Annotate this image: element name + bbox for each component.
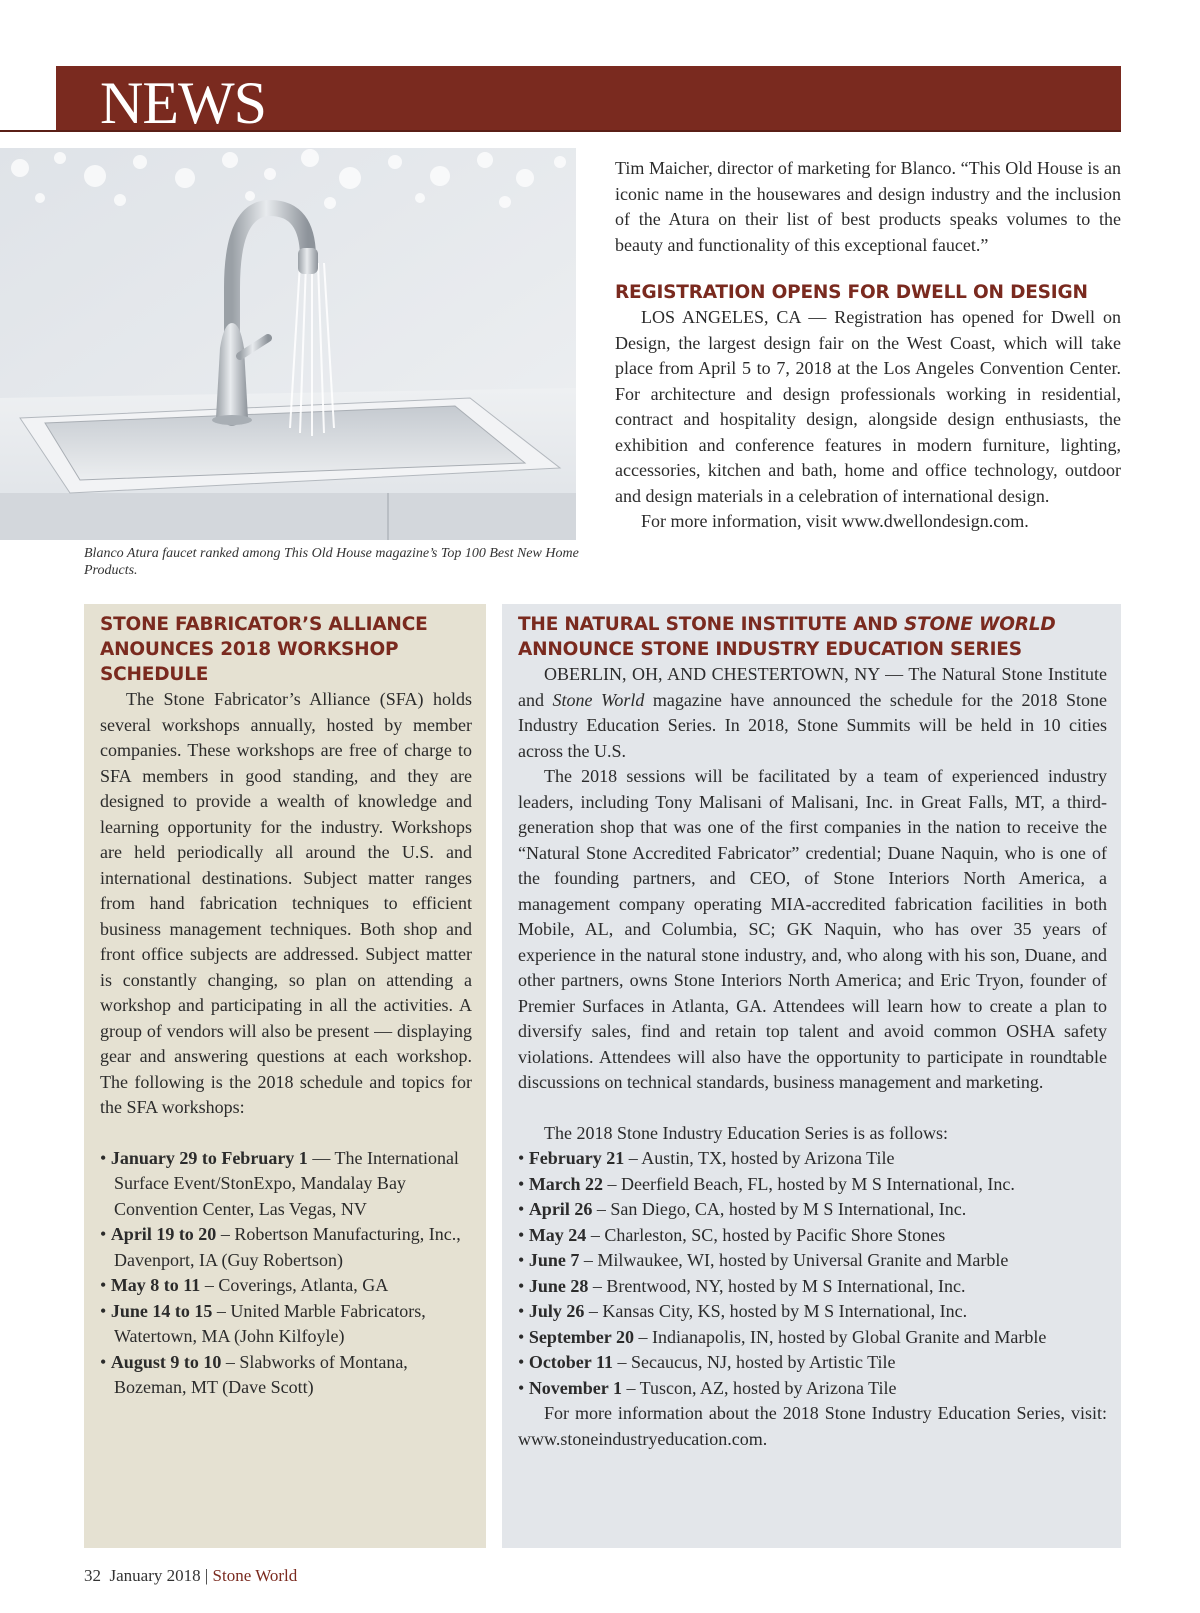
nsi-schedule-intro: The 2018 Stone Industry Education Series is as follows: [544,1122,948,1143]
section-title: NEWS [100,70,266,136]
schedule-date: September 20 [528,1326,634,1347]
schedule-details: – United Marble Fabricators, Watertown, MA (John Kilfoyle) [114,1300,426,1346]
schedule-date: June 7 [528,1250,580,1270]
schedule-details: – Kansas City, KS, hosted by M S International, Inc. [584,1301,968,1321]
schedule-details: – Austin, TX, hosted by Arizona Tile [624,1148,895,1168]
nsi-para1-magazine: Stone World [552,689,645,710]
dwell-more-info: For more information, visit www.dwellondesign.com. [641,511,1029,531]
schedule-details: – San Diego, CA, hosted by M S International, Inc. [592,1199,967,1219]
schedule-date: January 29 to February 1 [110,1147,308,1168]
nsi-para1-start: OBERLIN, OH, AND CHESTERTOWN, NY — The Natural Stone Institute and [518,664,1107,710]
schedule-date: February 21 [528,1148,625,1168]
list-item: • July 26 – Kansas City, KS, hosted by M S International, Inc. [518,1301,968,1321]
schedule-details: – Coverings, Atlanta, GA [200,1275,389,1295]
photo-caption: Blanco Atura faucet ranked among This Old House magazine’s Top 100 Best New Home Products. [84,546,579,578]
schedule-date: July 26 [528,1301,585,1321]
list-item: • August 9 to 10 – Slabworks of Montana, Bozeman, MT (Dave Scott) [100,1351,408,1397]
faucet-illustration [0,148,576,540]
schedule-date: November 1 [528,1377,622,1398]
schedule-date: August 9 to 10 [110,1351,222,1372]
schedule-date: May 8 to 11 [110,1275,201,1295]
sfa-headline: STONE FABRICATOR’S ALLIANCE ANOUNCES 2018 WORKSHOP SCHEDULE [100,614,428,685]
schedule-details: – Deerfield Beach, FL, hosted by M S International, Inc. [602,1173,1015,1194]
schedule-details: – Secaucus, NJ, hosted by Artistic Tile [612,1352,896,1372]
blanco-article-continued: Tim Maicher, director of marketing for Blanco. “This Old House is an iconic name in the housewares and design industry and the inclusion of the Atura on their list of best products speaks volumes to the beauty and functionality of this exceptional faucet.” [615,158,1121,255]
page-number: 32 [84,1566,101,1585]
issue-date: January 2018 [109,1566,201,1585]
nsi-para1-end: magazine have announced the schedule for the 2018 Stone Industry Education Series. In 2018, Stone Summits will be held in 10 cities across the U.S. [518,689,1107,761]
footer-separator: | [204,1566,209,1585]
schedule-date: April 26 [528,1199,593,1219]
nsi-closing: For more information about the 2018 Stone Industry Education Series, visit: www.stoneindustryeducation.com. [518,1403,1107,1449]
list-item: • November 1 – Tuscon, AZ, hosted by Arizona Tile [518,1377,897,1398]
schedule-details: — The International Surface Event/StonExpo, Mandalay Bay Convention Center, Las Vegas, NV [114,1147,459,1219]
nsi-paragraph-1 [518,662,1107,764]
schedule-date: April 19 to 20 [110,1224,217,1244]
list-item: • May 24 – Charleston, SC, hosted by Pacific Shore Stones [518,1224,946,1245]
schedule-details: – Charleston, SC, hosted by Pacific Shore Stones [586,1224,946,1245]
schedule-details: – Milwaukee, WI, hosted by Universal Granite and Marble [579,1250,1009,1270]
sfa-body: The Stone Fabricator’s Alliance (SFA) holds several workshops annually, hosted by member companies. These workshops are free of charge to SFA members in good standing, and they are designed to provide a wealth of knowledge and learning opportunity for the industry. Workshops are held periodically all around the U.S. and international destinations. Subject matter ranges from hand fabrication techniques to efficient business management techniques. Both shop and front office subjects are addressed. Subject matter is constantly changing, so plan on attending a workshop and participating in all the activities. A group of vendors will also be present — displaying gear and answering questions at each workshop. The following is the 2018 schedule and topics for the SFA workshops: [100,689,472,1117]
nsi-paragraph-2: The 2018 sessions will be facilitated by a team of experienced industry leaders, including Tony Malisani of Malisani, Inc. in Great Falls, MT, a third-generation shop that was one of the first companies in the nation to receive the “Natural Stone Accredited Fabricator” credential; Duane Naquin, who is one of the founding partners, and CEO, of Stone Interiors North America, a management company operating MIA-accredited fabrication facilities in both Mobile, AL, and Columbia, SC; GK Naquin, who has over 35 years of experience in the natural stone industry, and, who along with his son, Duane, and other partners, owns Stone Interiors North America; and Eric Tryon, founder of Premier Surfaces in Atlanta, GA. Attendees will learn how to create a plan to diversify sales, find and retain top talent and avoid common OSHA safety violations. Attendees will also have the opportunity to participate in roundtable discussions on technical standards, business management and marketing. [518,766,1107,1092]
list-item: • September 20 – Indianapolis, IN, hosted by Global Granite and Marble [518,1326,1047,1347]
top-right-column [615,156,1121,535]
list-item: • October 11 – Secaucus, NJ, hosted by Artistic Tile [518,1352,896,1372]
list-item: • June 7 – Milwaukee, WI, hosted by Universal Granite and Marble [518,1250,1009,1270]
schedule-details: – Tuscon, AZ, hosted by Arizona Tile [621,1377,897,1398]
page-footer [84,1566,297,1586]
list-item: • May 8 to 11 – Coverings, Atlanta, GA [100,1275,389,1295]
nsi-headline-magazine: STONE WORLD [903,614,1056,635]
nsi-headline-text-end: ANNOUNCE STONE INDUSTRY EDUCATION SERIES [518,639,1022,660]
faucet-photo [0,148,576,540]
magazine-name: Stone World [212,1566,298,1585]
schedule-details: – Indianapolis, IN, hosted by Global Granite and Marble [633,1326,1047,1347]
schedule-details: – Robertson Manufacturing, Inc., Davenport, IA (Guy Robertson) [114,1224,461,1270]
sfa-schedule-list [100,1146,472,1401]
nsi-article [518,612,1107,1452]
nsi-schedule-list [518,1146,1107,1401]
list-item: • June 28 – Brentwood, NY, hosted by M S International, Inc. [518,1275,966,1296]
dwell-headline: REGISTRATION OPENS FOR DWELL ON DESIGN [615,282,1088,303]
schedule-details: – Brentwood, NY, hosted by M S International, Inc. [588,1275,966,1296]
list-item: • March 22 – Deerfield Beach, FL, hosted by M S International, Inc. [518,1173,1015,1194]
dwell-paragraph: LOS ANGELES, CA — Registration has opened for Dwell on Design, the largest design fair on the West Coast, which will take place from April 5 to 7, 2018 at the Los Angeles Convention Center. For architecture and design professionals working in residential, contract and hospitality design, alongside design enthusiasts, the exhibition and conference features in modern furniture, lighting, accessories, kitchen and bath, home and office technology, outdoor and design materials in a celebration of international design. [615,307,1121,506]
schedule-date: October 11 [528,1352,613,1372]
nsi-headline [518,612,1107,662]
list-item: • April 19 to 20 – Robertson Manufacturing, Inc., Davenport, IA (Guy Robertson) [100,1224,461,1270]
schedule-details: – Slabworks of Montana, Bozeman, MT (Dave Scott) [114,1351,408,1397]
schedule-date: June 14 to 15 [110,1300,213,1321]
schedule-date: May 24 [528,1224,587,1245]
list-item: • January 29 to February 1 — The International Surface Event/StonExpo, Mandalay Bay Convention Center, Las Vegas, NV [100,1147,459,1219]
nsi-headline-text: THE NATURAL STONE INSTITUTE AND [518,614,904,635]
sfa-article [100,612,472,1401]
list-item: • February 21 – Austin, TX, hosted by Arizona Tile [518,1148,895,1168]
schedule-date: June 28 [528,1275,589,1296]
list-item: • June 14 to 15 – United Marble Fabricators, Watertown, MA (John Kilfoyle) [100,1300,426,1346]
list-item: • April 26 – San Diego, CA, hosted by M S International, Inc. [518,1199,967,1219]
schedule-date: March 22 [528,1173,603,1194]
